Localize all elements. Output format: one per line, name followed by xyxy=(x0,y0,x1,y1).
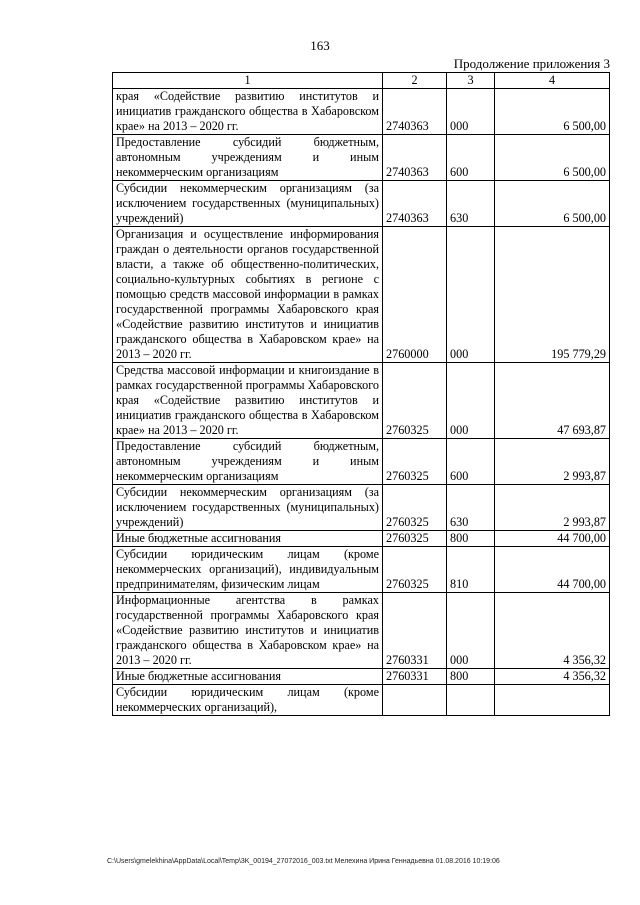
row-name: Субсидии юридическим лицам (кроме некоммерческих организаций), индивидуальным предпринимателям, физическим лицам xyxy=(113,547,383,593)
row-amount xyxy=(495,685,610,716)
row-amount: 44 700,00 xyxy=(495,531,610,547)
table-row xyxy=(113,685,610,716)
table-row xyxy=(113,181,610,227)
row-amount: 6 500,00 xyxy=(495,181,610,227)
table-header-row xyxy=(113,73,610,89)
row-expense-type: 800 xyxy=(447,669,495,685)
row-target-code xyxy=(383,685,447,716)
row-target-code: 2760325 xyxy=(383,439,447,485)
table-row xyxy=(113,135,610,181)
row-name: Иные бюджетные ассигнования xyxy=(113,531,383,547)
column-header-1: 1 xyxy=(113,73,383,89)
row-expense-type: 600 xyxy=(447,135,495,181)
row-amount: 4 356,32 xyxy=(495,669,610,685)
row-expense-type xyxy=(447,685,495,716)
table-row xyxy=(113,439,610,485)
row-amount: 195 779,29 xyxy=(495,227,610,363)
table-row xyxy=(113,485,610,531)
row-target-code: 2740363 xyxy=(383,135,447,181)
row-target-code: 2760325 xyxy=(383,485,447,531)
row-amount: 6 500,00 xyxy=(495,89,610,135)
row-target-code: 2760331 xyxy=(383,593,447,669)
row-target-code: 2760325 xyxy=(383,531,447,547)
row-expense-type: 800 xyxy=(447,531,495,547)
table-row xyxy=(113,89,610,135)
table-row xyxy=(113,547,610,593)
row-expense-type: 000 xyxy=(447,89,495,135)
row-name: Организация и осуществление информирования граждан о деятельности органов государственной власти, а также об общественно-политических, социально-культурных событиях в регионе с помощью средств массовой информации в рамках государственной программы Хабаровского края «Содействие развитию институтов и инициатив гражданского общества в Хабаровском крае» на 2013 – 2020 гг. xyxy=(113,227,383,363)
budget-table xyxy=(112,72,610,716)
row-amount: 2 993,87 xyxy=(495,439,610,485)
row-expense-type: 810 xyxy=(447,547,495,593)
column-header-4: 4 xyxy=(495,73,610,89)
row-amount: 6 500,00 xyxy=(495,135,610,181)
row-name: Информационные агентства в рамках государственной программы Хабаровского края «Содействие развитию институтов и инициатив гражданского общества в Хабаровском крае» на 2013 – 2020 гг. xyxy=(113,593,383,669)
row-expense-type: 630 xyxy=(447,181,495,227)
row-target-code: 2760000 xyxy=(383,227,447,363)
row-name: Предоставление субсидий бюджетным, автономным учреждениям и иным некоммерческим организациям xyxy=(113,439,383,485)
row-expense-type: 000 xyxy=(447,227,495,363)
row-expense-type: 630 xyxy=(447,485,495,531)
row-name: Иные бюджетные ассигнования xyxy=(113,669,383,685)
row-expense-type: 000 xyxy=(447,363,495,439)
column-header-2: 2 xyxy=(383,73,447,89)
footer-file-path: C:\Users\gmelekhina\AppData\Local\Temp\3K_00194_27072016_003.txt Мелехина Ирина Геннадьевна 01.08.2016 10:19:06 xyxy=(107,858,500,865)
row-name: Предоставление субсидий бюджетным, автономным учреждениям и иным некоммерческим организациям xyxy=(113,135,383,181)
row-target-code: 2760325 xyxy=(383,547,447,593)
row-name: Средства массовой информации и книгоиздание в рамках государственной программы Хабаровского края «Содействие развитию институтов и инициатив гражданского общества в Хабаровском крае» на 2013 – 2020 гг. xyxy=(113,363,383,439)
row-amount: 4 356,32 xyxy=(495,593,610,669)
row-amount: 47 693,87 xyxy=(495,363,610,439)
page-number: 163 xyxy=(310,38,330,53)
table-row xyxy=(113,593,610,669)
row-name: Субсидии юридическим лицам (кроме некоммерческих организаций), xyxy=(113,685,383,716)
table-row xyxy=(113,531,610,547)
row-target-code: 2740363 xyxy=(383,181,447,227)
row-name: Субсидии некоммерческим организациям (за исключением государственных (муниципальных) учреждений) xyxy=(113,181,383,227)
continuation-label: Продолжение приложения 3 xyxy=(453,56,610,71)
table-row xyxy=(113,363,610,439)
row-expense-type: 000 xyxy=(447,593,495,669)
table-row xyxy=(113,227,610,363)
row-name: края «Содействие развитию институтов и инициатив гражданского общества в Хабаровском крае» на 2013 – 2020 гг. xyxy=(113,89,383,135)
row-amount: 2 993,87 xyxy=(495,485,610,531)
table-row xyxy=(113,669,610,685)
row-name: Субсидии некоммерческим организациям (за исключением государственных (муниципальных) учреждений) xyxy=(113,485,383,531)
column-header-3: 3 xyxy=(447,73,495,89)
row-amount: 44 700,00 xyxy=(495,547,610,593)
row-expense-type: 600 xyxy=(447,439,495,485)
row-target-code: 2760331 xyxy=(383,669,447,685)
row-target-code: 2740363 xyxy=(383,89,447,135)
row-target-code: 2760325 xyxy=(383,363,447,439)
